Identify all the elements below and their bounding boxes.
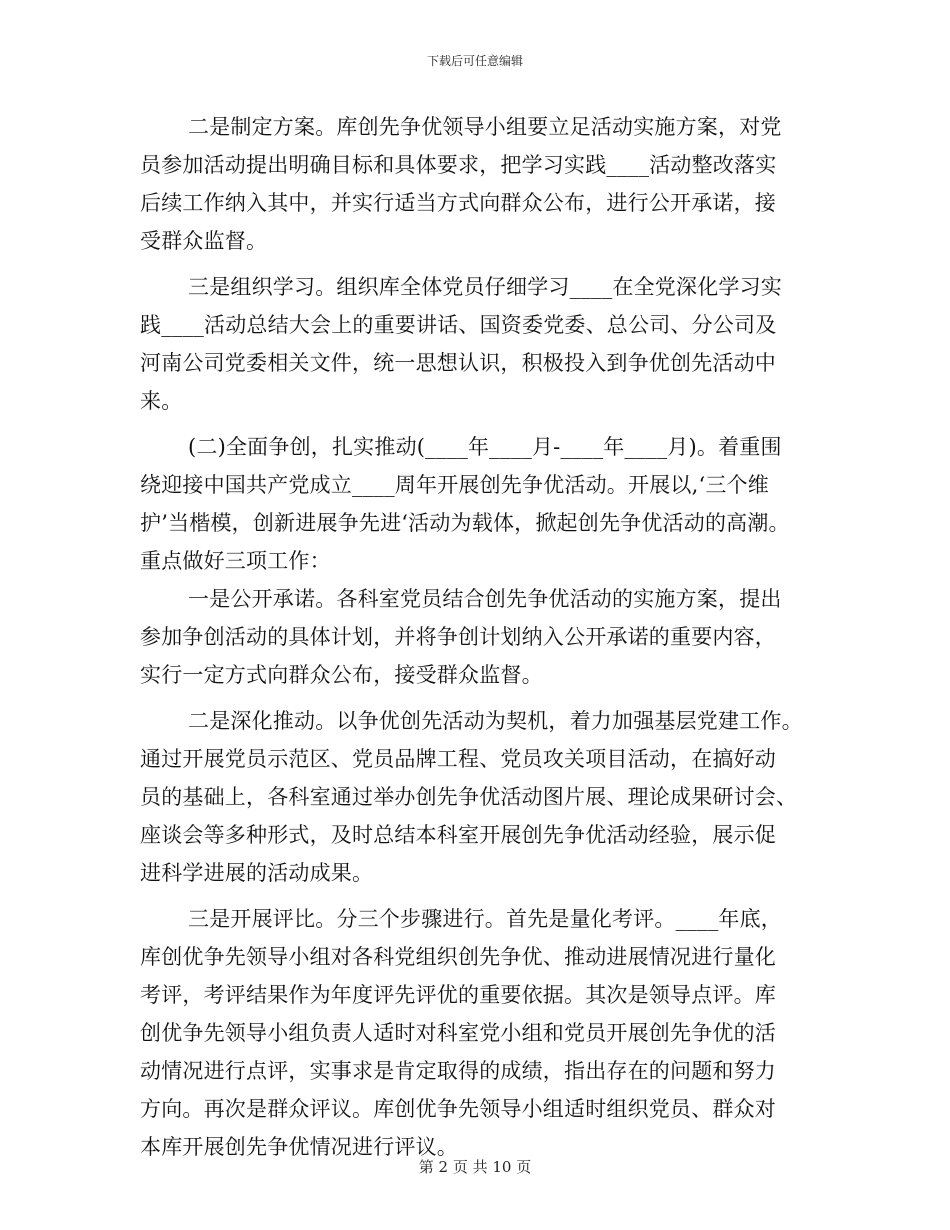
paragraph-commitment	[140, 580, 808, 694]
text-line: 二是制定方案。库创先争优领导小组要立足活动实施方案，对党	[188, 115, 782, 139]
text-line: 动情况进行点评，实事求是肯定取得的成绩，指出存在的问题和努力	[140, 1059, 776, 1083]
text-line: 受群众监督。	[140, 229, 268, 253]
text-line: 来。	[140, 389, 183, 413]
text-line: 方向。再次是群众评议。库创优争先领导小组适时组织党员、群众对	[140, 1097, 776, 1121]
document-body	[140, 108, 808, 1166]
text-line: 绕迎接中国共产党成立____周年开展创先争优活动。开展以,‘三个维	[140, 473, 769, 497]
text-line: 三是组织学习。组织库全体党员仔细学习____在全党深化学习实	[188, 275, 782, 299]
paragraph-plan	[140, 108, 808, 260]
text-line: 护’当楷模，创新进展争先进‘活动为载体，掀起创先争优活动的高潮。	[140, 511, 790, 535]
paragraph-section-two	[140, 428, 808, 580]
text-line: 参加争创活动的具体计划，并将争创计划纳入公开承诺的重要内容，	[140, 625, 776, 649]
text-line: 三是开展评比。分三个步骤进行。首先是量化考评。____年底，	[188, 907, 782, 931]
text-line: 实行一定方式向群众公布，接受群众监督。	[140, 663, 543, 687]
text-line: 库创优争先领导小组对各科党组织创先争优、推动进展情况进行量化	[140, 945, 776, 969]
text-line: 践____活动总结大会上的重要讲话、国资委党委、总公司、分公司及	[140, 313, 777, 337]
paragraph-evaluation	[140, 900, 808, 1166]
text-line: 一是公开承诺。各科室党员结合创先争优活动的实施方案，提出	[188, 587, 782, 611]
paragraph-study	[140, 268, 808, 420]
text-line: 本库开展创先争优情况进行评议。	[140, 1135, 458, 1159]
paragraph-promotion	[140, 702, 808, 892]
text-line: 二是深化推动。以争优创先活动为契机，着力加强基层党建工作。	[188, 709, 803, 733]
text-line: 座谈会等多种形式，及时总结本科室开展创先争优活动经验，展示促	[140, 823, 776, 847]
text-line: 创优争先领导小组负责人适时对科室党小组和党员开展创先争优的活	[140, 1021, 776, 1045]
text-line: 员参加活动提出明确目标和具体要求，把学习实践____活动整改落实	[140, 153, 777, 177]
text-line: (二)全面争创，扎实推动(____年____月-____年____月)。着重围	[188, 435, 782, 459]
text-line: 重点做好三项工作：	[140, 549, 331, 573]
text-line: 考评，考评结果作为年度评先评优的重要依据。其次是领导点评。库	[140, 983, 776, 1007]
text-line: 河南公司党委相关文件，统一思想认识，积极投入到争优创先活动中	[140, 351, 776, 375]
page-header: 下载后可任意编辑	[426, 54, 523, 68]
text-line: 后续工作纳入其中，并实行适当方式向群众公布，进行公开承诺，接	[140, 191, 776, 215]
page-number: 第 2 页 共 10 页	[418, 1158, 532, 1176]
text-line: 进科学进展的活动成果。	[140, 861, 374, 885]
text-line: 通过开展党员示范区、党员品牌工程、党员攻关项目活动，在搞好动	[140, 747, 776, 771]
text-line: 员的基础上，各科室通过举办创先争优活动图片展、理论成果研讨会、	[140, 785, 798, 809]
